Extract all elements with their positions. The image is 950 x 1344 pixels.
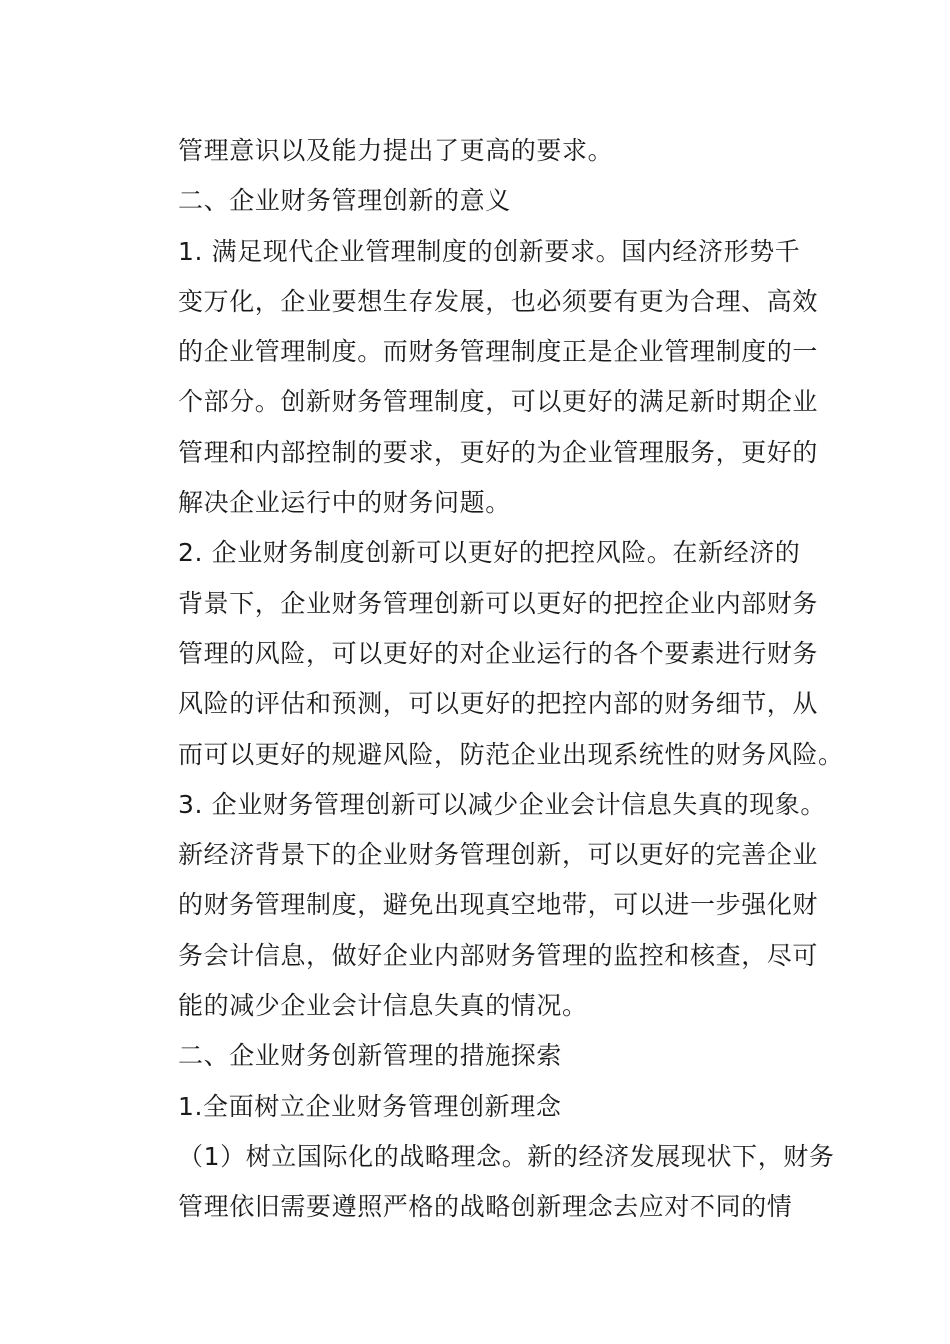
document-body — [178, 126, 858, 1233]
section-heading: 二、企业财务创新管理的措施探索 — [178, 1041, 563, 1071]
text-line: （1）树立国际化的战略理念。新的经济发展现状下，财务 — [178, 1141, 835, 1171]
text-line: 的财务管理制度，避免出现真空地带，可以进一步强化财 — [178, 890, 819, 920]
text-line: 管理和内部控制的要求，更好的为企业管理服务，更好的 — [178, 437, 819, 467]
text-line: 的企业管理制度。而财务管理制度正是企业管理制度的一 — [178, 337, 819, 367]
subsection-heading: 1.全面树立企业财务管理创新理念 — [178, 1091, 562, 1121]
text-line: 管理依旧需要遵照严格的战略创新理念去应对不同的情 — [178, 1192, 793, 1222]
text-line: 1. 满足现代企业管理制度的创新要求。国内经济形势千 — [178, 236, 801, 266]
text-line: 而可以更好的规避风险，防范企业出现系统性的财务风险。 — [178, 739, 844, 769]
text-line: 解决企业运行中的财务问题。 — [178, 488, 511, 518]
text-line: 新经济背景下的企业财务管理创新，可以更好的完善企业 — [178, 840, 819, 870]
text-line: 管理意识以及能力提出了更高的要求。 — [178, 136, 614, 165]
text-line: 务会计信息，做好企业内部财务管理的监控和核查，尽可 — [178, 940, 819, 970]
text-line: 背景下，企业财务管理创新可以更好的把控企业内部财务 — [178, 588, 819, 618]
section-heading: 二、企业财务管理创新的意义 — [178, 186, 511, 216]
text-line: 个部分。创新财务管理制度，可以更好的满足新时期企业 — [178, 387, 819, 417]
text-line: 能的减少企业会计信息失真的情况。 — [178, 991, 588, 1021]
text-line: 变万化，企业要想生存发展，也必须要有更为合理、高效 — [178, 286, 819, 316]
text-line: 3. 企业财务管理创新可以减少企业会计信息失真的现象。 — [178, 789, 827, 819]
text-line: 管理的风险，可以更好的对企业运行的各个要素进行财务 — [178, 638, 819, 668]
text-line: 风险的评估和预测，可以更好的把控内部的财务细节，从 — [178, 689, 819, 719]
text-line: 2. 企业财务制度创新可以更好的把控风险。在新经济的 — [178, 538, 801, 568]
